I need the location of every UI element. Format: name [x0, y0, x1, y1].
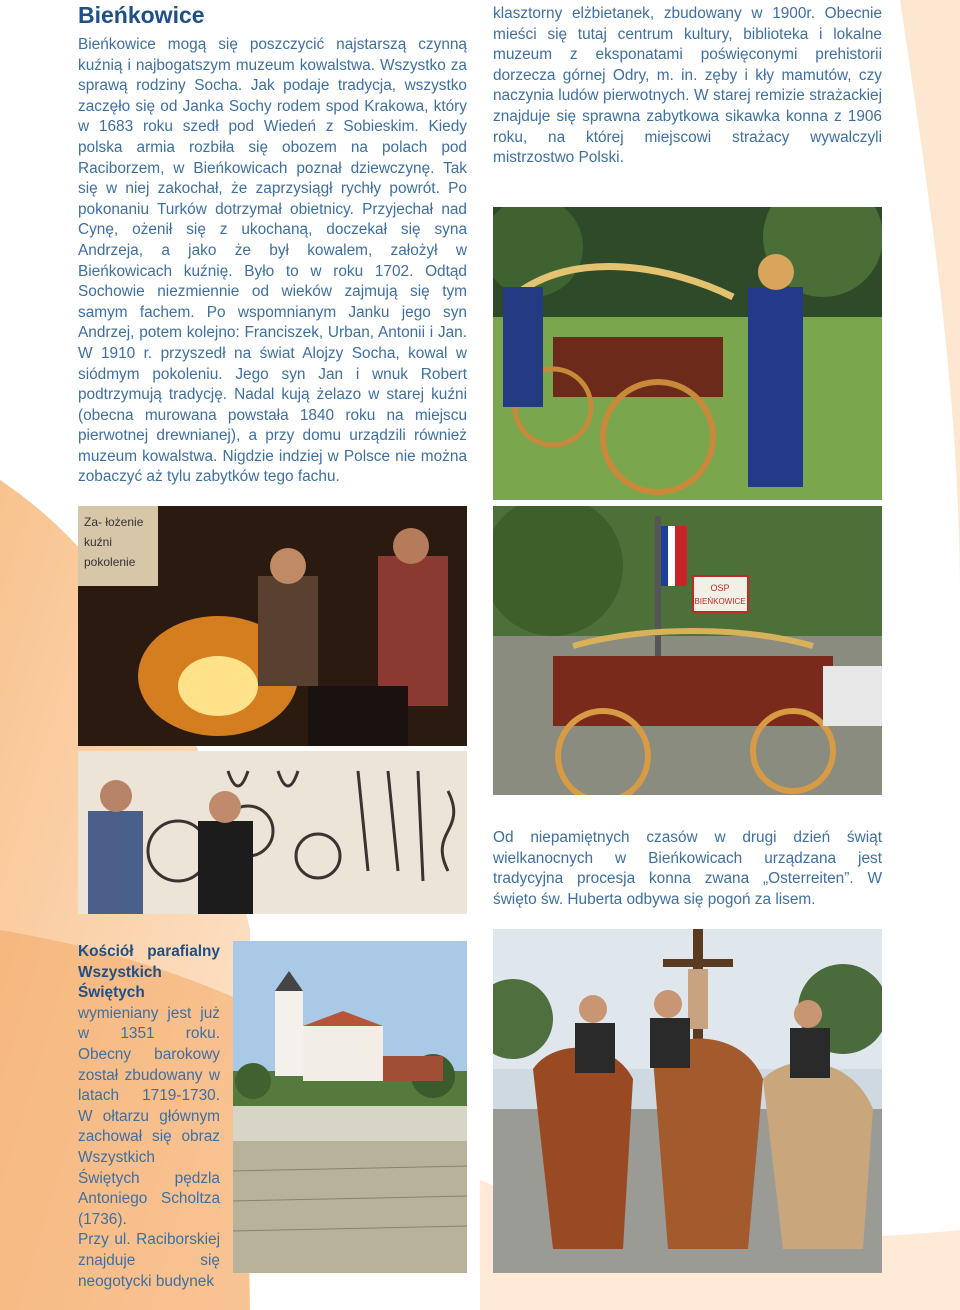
svg-text:pokolenie: pokolenie	[84, 555, 136, 569]
fire-pump-photo	[493, 506, 882, 795]
church-text: wymieniany jest już w 1351 roku. Obecny barokowy został zbudowany w latach 1719-1730. W ołtarzu głównym zachował się obraz Wszystkich Świętych pędzla Antoniego Scholtza (1736).	[78, 1004, 220, 1228]
church-heading: Kościół parafialny Wszystkich Świętych	[78, 943, 220, 1002]
church-photo	[233, 941, 467, 1273]
church-text-continued: Przy ul. Raciborskiej znajduje się neogotycki budynek	[78, 1231, 220, 1290]
forge-photo	[78, 506, 467, 746]
right-column-paragraph: klasztorny elżbietanek, zbudowany w 1900r. Obecnie mieści się tutaj centrum kultury, biblioteka i lokalne muzeum z eksponatami poświęconymi prehistorii dorzecza górnej Odry, m. in. zęby i kły mamutów, czy naczynia ludów pierwotnych. W starej remizie strażackiej znajduje się sprawna zabytkowa sikawka konna z 1906 roku, na której miejscowi strażacy wywalczyli mistrzostwo Polski.	[493, 5, 882, 167]
church-paragraph	[78, 942, 220, 1292]
horse-procession-photo	[493, 929, 882, 1273]
fire-sign-name: BIEŃKOWICE	[694, 597, 746, 606]
page-title: Bieńkowice	[78, 2, 205, 28]
museum-sign-text: Za- łożenie	[84, 515, 144, 529]
fire-brigade-photo	[493, 207, 882, 500]
blacksmith-museum-photo	[78, 751, 467, 914]
fire-sign-osp: OSP	[710, 583, 730, 593]
osterreiten-caption: Od niepamiętnych czasów w drugi dzień świąt wielkanocnych w Bieńkowicach urządzana jest tradycyjna procesja konna zwana „Osterreiten”. W święto św. Huberta odbywa się pogoń za lisem.	[493, 829, 882, 908]
svg-text:kuźni: kuźni	[84, 535, 113, 549]
intro-paragraph: Bieńkowice mogą się poszczycić najstarszą czynną kuźnią i najbogatszym muzeum kowalstwa. Wszystko za sprawą rodziny Socha. Jak podaje tradycja, wszystko zaczęło się od Janka Sochy rodem spod Krakowa, który w 1683 roku szedł pod Wiedeń z Sobieskim. Kiedy polska armia rozbiła się obozem na polach pod Raciborzem, w Bieńkowicach poznał dziewczynę. Tak się w niej zakochał, że zaprzysiągł rychły powrót. Po pokonaniu Turków dotrzymał obietnicy. Przyjechał nad Cynę, ożenił się z ukochaną, doczekał się syna Andrzeja, a jako że był kowalem, założył w Bieńkowicach kuźnię. Było to w roku 1702. Odtąd Sochowie niezmiennie od wieków zajmują się tym samym fachem. Po wspomnianym Janku jego syn Andrzej, potem kolejno: Franciszek, Urban, Antonii i Jan. W 1910 r. przyszedł na świat Alojzy Socha, kowal w siódmym pokoleniu. Jego syn Jan i wnuk Robert podtrzymują tradycję. Nadal kują żelazo w starej kuźni (obecna murowana powstała 1840 roku na miejscu pierwotnej drewnianej), a przy domu urządzili również muzeum kowalstwa. Nigdzie indziej w Polsce nie można zobaczyć aż tylu zabytków tego fachu.	[78, 36, 467, 486]
